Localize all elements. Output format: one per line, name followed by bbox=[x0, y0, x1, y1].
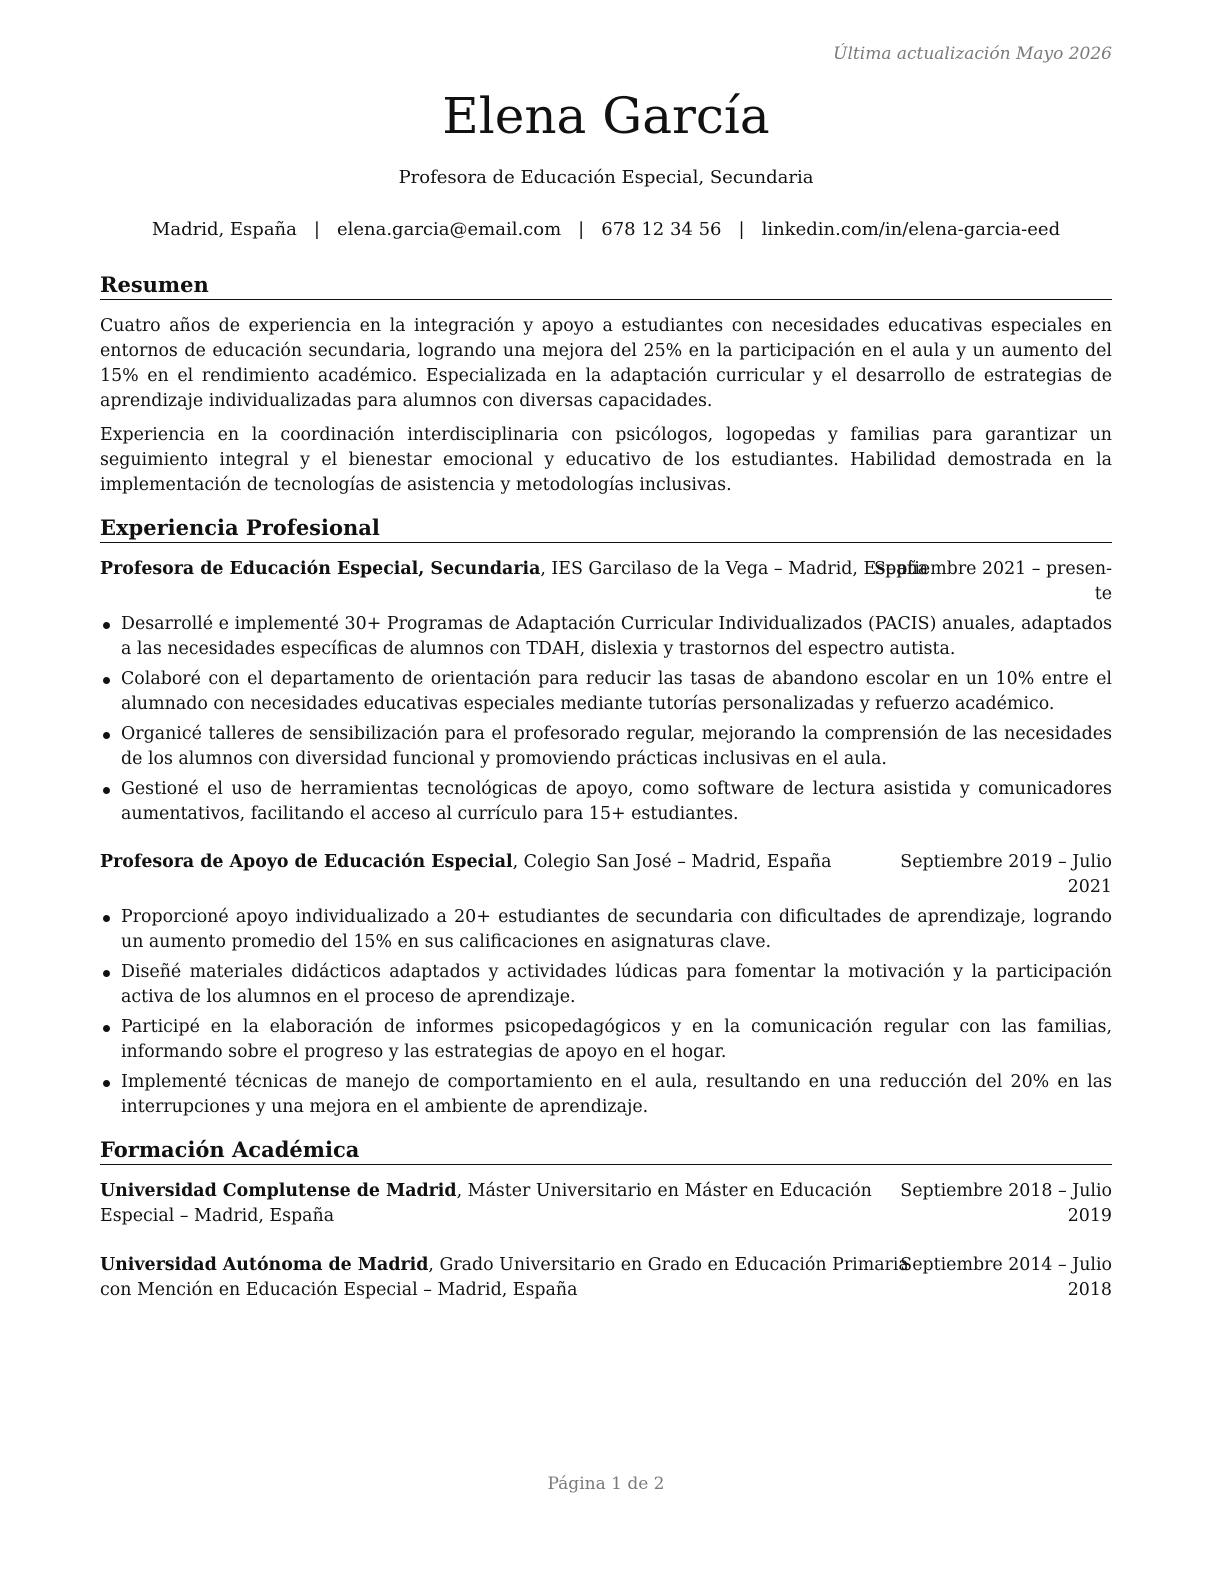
job-dates bbox=[874, 557, 1112, 607]
education-school: Universidad Complutense de Madrid bbox=[100, 1181, 457, 1201]
bullet-icon bbox=[103, 787, 110, 794]
education-dates bbox=[900, 1253, 1112, 1303]
bullet-text: Organicé talleres de sensibilización para el profesorado regular, mejorando la comprensión de las necesidades de los alumnos con diversidad funcional y promoviendo prácticas inclusivas en el aula. bbox=[121, 724, 1112, 769]
bullet-icon bbox=[103, 677, 110, 684]
contact-location: Madrid, España bbox=[151, 219, 297, 240]
job-dates-line: 2021 bbox=[1067, 877, 1112, 897]
section-title-experience: Experiencia Profesional bbox=[100, 514, 1112, 543]
education-text bbox=[100, 1253, 909, 1303]
bullet-icon bbox=[103, 1025, 110, 1032]
page-number: Página 1 de 2 bbox=[547, 1474, 665, 1494]
job-header bbox=[100, 557, 1112, 607]
job-dates-line: Septiembre 2021 – presen- bbox=[874, 559, 1112, 579]
job-role: Profesora de Apoyo de Educación Especial bbox=[100, 852, 513, 872]
education-entry bbox=[100, 1253, 1112, 1303]
bullet-text: Gestioné el uso de herramientas tecnológicas de apoyo, como software de lectura asistida y comunicadores aumentativos, facilitando el acceso al currículo para 15+ estudiantes. bbox=[121, 779, 1112, 824]
education-dates-line: Septiembre 2014 – Julio bbox=[900, 1255, 1112, 1275]
job-bullets bbox=[100, 905, 1112, 1125]
job-dates-line: Septiembre 2019 – Julio bbox=[900, 852, 1112, 872]
contact-separator: | bbox=[738, 219, 745, 240]
job-organization: , Colegio San José – Madrid, España bbox=[512, 852, 832, 872]
education-degree-cont: Especial – Madrid, España bbox=[100, 1206, 335, 1226]
education-school: Universidad Autónoma de Madrid bbox=[100, 1255, 429, 1275]
list-item bbox=[100, 960, 1112, 1010]
education-dates-line: 2018 bbox=[1067, 1280, 1112, 1300]
list-item bbox=[100, 612, 1112, 662]
job-header bbox=[100, 850, 1112, 900]
bullet-text: Desarrollé e implementé 30+ Programas de Adaptación Curricular Individualizados (PACIS) anuales, adaptados a las necesidades específicas de alumnos con TDAH, dislexia y trastornos del espectro autista. bbox=[121, 614, 1112, 659]
bullet-text: Participé en la elaboración de informes psicopedagógicos y en la comunicación regular con las familias, informando sobre el progreso y las estrategias de apoyo en el hogar. bbox=[121, 1017, 1112, 1062]
job-dates bbox=[900, 850, 1112, 900]
contact-linkedin[interactable]: linkedin.com/in/elena-garcia-eed bbox=[761, 219, 1061, 240]
education-entry bbox=[100, 1179, 1112, 1229]
education-degree-cont: con Mención en Educación Especial – Madrid, España bbox=[100, 1280, 578, 1300]
contact-email[interactable]: elena.garcia@email.com bbox=[336, 219, 562, 240]
list-item bbox=[100, 777, 1112, 827]
list-item bbox=[100, 722, 1112, 772]
education-degree: , Grado Universitario en Grado en Educación Primaria bbox=[428, 1255, 909, 1275]
bullet-text: Proporcioné apoyo individualizado a 20+ estudiantes de secundaria con dificultades de aprendizaje, logrando un aumento promedio del 15% en sus calificaciones en asignaturas clave. bbox=[121, 907, 1112, 952]
list-item bbox=[100, 1015, 1112, 1065]
job-organization: , IES Garcilaso de la Vega – Madrid, España bbox=[540, 559, 929, 579]
resume-page bbox=[100, 0, 1112, 1584]
bullet-text: Implementé técnicas de manejo de comportamiento en el aula, resultando en una reducción del 20% en las interrupciones y una mejora en el ambiente de aprendizaje. bbox=[121, 1072, 1112, 1117]
education-dates-line: 2019 bbox=[1067, 1206, 1112, 1226]
education-dates bbox=[900, 1179, 1112, 1229]
list-item bbox=[100, 1070, 1112, 1120]
section-title-education: Formación Académica bbox=[100, 1136, 1112, 1165]
education-dates-line: Septiembre 2018 – Julio bbox=[900, 1181, 1112, 1201]
job-role: Profesora de Educación Especial, Secundaria bbox=[100, 559, 541, 579]
job-title-line bbox=[100, 557, 928, 582]
last-updated: Última actualización Mayo 2026 bbox=[833, 44, 1112, 64]
summary-paragraph: Cuatro años de experiencia en la integración y apoyo a estudiantes con necesidades educativas especiales en entornos de educación secundaria, logrando una mejora del 25% en la participación en el aula y un aumento del 15% en el rendimiento académico. Especializada en la adaptación curricular y el desarrollo de estrategias de aprendizaje individualizadas para alumnos con diversas capacidades. bbox=[100, 316, 1112, 411]
bullet-icon bbox=[103, 622, 110, 629]
contact-separator: | bbox=[313, 219, 320, 240]
candidate-headline: Profesora de Educación Especial, Secundaria bbox=[398, 167, 814, 188]
bullet-icon bbox=[103, 1080, 110, 1087]
contact-phone[interactable]: 678 12 34 56 bbox=[601, 219, 722, 240]
candidate-name: Elena García bbox=[442, 87, 770, 145]
education-text bbox=[100, 1179, 872, 1229]
job-bullets bbox=[100, 612, 1112, 832]
job-title-line bbox=[100, 850, 831, 875]
education-degree: , Máster Universitario en Máster en Educación bbox=[456, 1181, 872, 1201]
bullet-text: Colaboré con el departamento de orientación para reducir las tasas de abandono escolar en un 10% entre el alumnado con necesidades educativas especiales mediante tutorías personalizadas y refuerzo académico. bbox=[121, 669, 1112, 714]
bullet-icon bbox=[103, 732, 110, 739]
bullet-icon bbox=[103, 915, 110, 922]
list-item bbox=[100, 905, 1112, 955]
contact-separator: | bbox=[578, 219, 585, 240]
list-item bbox=[100, 667, 1112, 717]
summary-paragraph: Experiencia en la coordinación interdisciplinaria con psicólogos, logopedas y familias para garantizar un seguimiento integral y el bienestar emocional y educativo de los estudiantes. Habilidad demostrada en la implementación de tecnologías de asistencia y metodologías inclusivas. bbox=[100, 425, 1112, 495]
contact-line bbox=[100, 219, 1112, 240]
bullet-text: Diseñé materiales didácticos adaptados y actividades lúdicas para fomentar la motivación y la participación activa de los alumnos en el proceso de aprendizaje. bbox=[121, 962, 1112, 1007]
bullet-icon bbox=[103, 970, 110, 977]
job-dates-line: te bbox=[1094, 584, 1112, 604]
section-title-summary: Resumen bbox=[100, 271, 1112, 300]
